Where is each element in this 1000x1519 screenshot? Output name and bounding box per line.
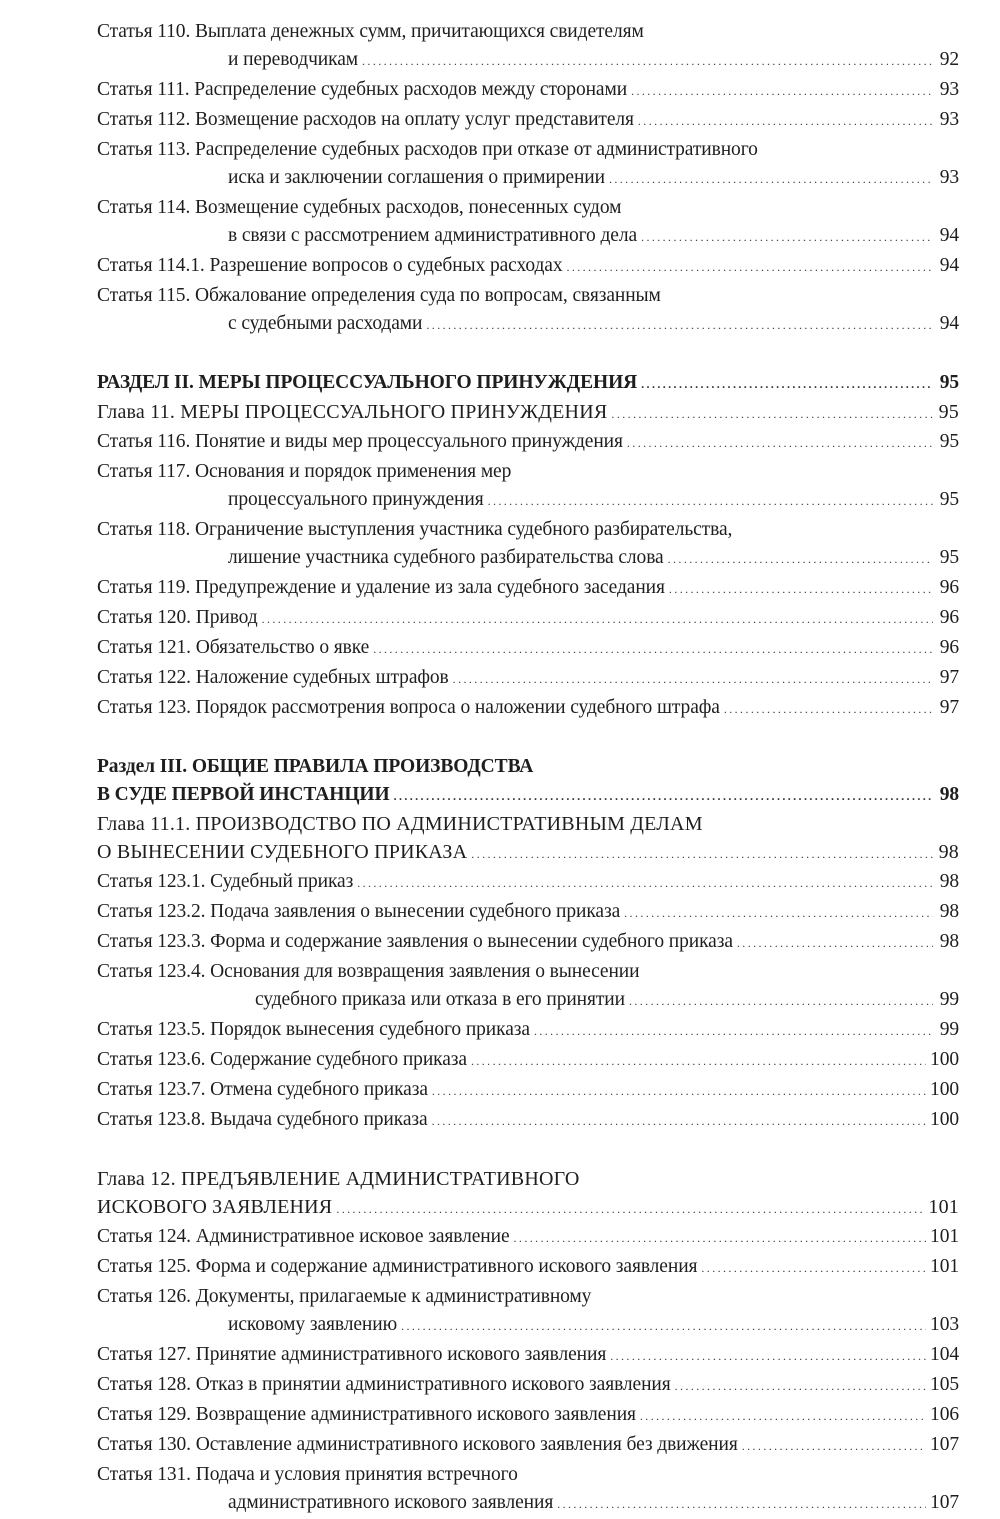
toc-entry-line [97,252,959,281]
dot-leader [514,1224,927,1252]
dot-leader [629,987,933,1015]
toc-entry-line [97,1431,959,1460]
toc-entry-section [97,753,959,810]
dot-leader [641,370,933,398]
toc-entry-chapter [97,398,959,428]
toc-entry-line [97,574,959,603]
toc-entry-article [97,1401,959,1430]
toc-entry-number: Статья 122. [97,667,191,688]
toc-entry-line [97,868,959,897]
toc-entry-number: Статья 123.8. [97,1109,206,1130]
toc-entry-title: Документы, прилагаемые к административному [195,1286,592,1307]
toc-entry-title: Основания для возвращения заявления о вынесении [210,961,640,982]
toc-entry-line [97,1283,959,1311]
toc-entry-title: иска и заключении соглашения о примирении [228,167,605,188]
toc-entry-number: Статья 130. [97,1434,191,1455]
toc-entry-line [97,1046,959,1075]
toc-entry-title: административного искового заявления [228,1492,554,1513]
toc-entry-page-number: 95 [938,401,959,423]
toc-entry-number: Статья 118. [97,519,191,540]
toc-entry-page-number: 100 [930,1079,959,1100]
dot-leader [471,1047,926,1075]
toc-entry-line [97,604,959,633]
dot-leader [610,1342,926,1370]
toc-entry-page-number: 105 [930,1374,959,1395]
dot-leader [624,899,933,927]
toc-entry-title: Основания и порядок применения мер [195,461,512,482]
toc-entry-page-number: 100 [930,1109,959,1130]
toc-entry-line [97,106,959,135]
dot-leader [609,165,933,193]
toc-entry-page-number: 101 [930,1226,959,1247]
toc-entry-page-number: 93 [939,109,959,130]
dot-leader [471,840,933,868]
toc-entry-article [97,282,959,339]
toc-entry-number: РАЗДЕЛ II. [97,372,194,393]
toc-entry-title: Понятие и виды мер процессуального принуждения [195,431,623,452]
toc-entry-page-number: 99 [939,989,959,1010]
toc-entry-section [97,369,959,398]
dot-leader [627,429,933,457]
toc-entry-title: исковому заявлению [228,1314,398,1335]
dot-leader [742,1432,926,1460]
toc-entry-title: Форма и содержание заявления о вынесении судебного приказа [210,931,733,952]
toc-entry-page-number: 95 [939,489,959,510]
toc-entry-title: Привод [195,607,258,628]
toc-entry-number: Статья 124. [97,1226,191,1247]
toc-entry-line [97,1401,959,1430]
toc-entry-number: Статья 112. [97,109,191,130]
toc-entry-number: Статья 125. [97,1256,191,1277]
toc-entry-article [97,1046,959,1075]
toc-entry-line [97,838,959,868]
toc-entry-number: Статья 123. [97,697,191,718]
dot-leader [453,665,933,693]
dot-leader [669,575,933,603]
toc-entry-page-number: 94 [939,313,959,334]
toc-entry-chapter [97,1165,959,1223]
toc-entry-article [97,428,959,457]
toc-entry-number: Статья 116. [97,431,191,452]
dot-leader [432,1077,926,1105]
toc-entry-number: Раздел III. [97,756,188,777]
toc-entry-number: Статья 123.6. [97,1049,206,1070]
toc-entry-page-number: 98 [938,841,959,863]
toc-entry-title: Форма и содержание административного искового заявления [195,1256,698,1277]
toc-entry-number: Статья 121. [97,637,191,658]
toc-entry-line [97,1489,959,1518]
toc-entry-title: О ВЫНЕСЕНИИ СУДЕБНОГО ПРИКАЗА [97,841,468,863]
toc-entry-line [97,810,959,838]
toc-entry-title: Возмещение судебных расходов, понесенных судом [195,197,622,218]
toc-entry-number: Статья 129. [97,1404,191,1425]
dot-leader [557,1490,926,1518]
toc-entry-title: Содержание судебного приказа [210,1049,467,1070]
toc-entry-article [97,1253,959,1282]
toc-entry-number: Статья 128. [97,1374,191,1395]
toc-entry-article [97,1076,959,1105]
toc-entry-article [97,1106,959,1135]
toc-entry-title: лишение участника судебного разбирательства слова [228,547,664,568]
dot-leader [432,1107,926,1135]
dot-leader [534,1017,933,1045]
toc-entry-line [97,1106,959,1135]
toc-entry-article [97,958,959,1015]
toc-entry-line [97,898,959,927]
toc-entry-line [97,46,959,75]
toc-entry-number: Статья 117. [97,461,191,482]
toc-entry-article [97,136,959,193]
toc-entry-page-number: 100 [930,1049,959,1070]
toc-entry-number: Глава 11. [97,401,176,423]
toc-entry-line [97,164,959,193]
toc-entry-line [97,1193,959,1223]
toc-entry-title: Отказ в принятии административного искового заявления [195,1374,671,1395]
toc-entry-page-number: 96 [939,577,959,598]
toc-entry-page-number: 101 [928,1196,959,1218]
toc-entry-number: Статья 123.4. [97,961,206,982]
toc-entry-line [97,76,959,105]
toc-entry-line [97,1223,959,1252]
toc-entry-article [97,18,959,75]
toc-entry-line [97,1016,959,1045]
toc-entry-title: Возмещение расходов на оплату услуг представителя [195,109,634,130]
toc-entry-title: Предупреждение и удаление из зала судебного заседания [195,577,665,598]
dot-leader [737,929,933,957]
toc-entry-title: Возвращение административного искового заявления [195,1404,636,1425]
toc-entry-title: Ограничение выступления участника судебного разбирательства, [195,519,733,540]
toc-entry-number: Статья 123.2. [97,901,206,922]
toc-entry-article [97,516,959,573]
toc-entry-page-number: 106 [930,1404,959,1425]
toc-entry-article [97,1371,959,1400]
dot-leader [262,605,933,633]
toc-entry-article [97,898,959,927]
toc-entry-number: Статья 120. [97,607,191,628]
toc-entry-line [97,458,959,486]
toc-entry-title: ИСКОВОГО ЗАЯВЛЕНИЯ [97,1196,333,1218]
dot-leader [357,869,933,897]
toc-entry-article [97,76,959,105]
toc-entry-page-number: 107 [930,1492,959,1513]
toc-entry-page-number: 93 [939,79,959,100]
toc-entry-line [97,136,959,164]
toc-entry-title: Распределение судебных расходов между сторонами [194,79,628,100]
toc-entry-line [97,928,959,957]
dot-leader [668,545,933,573]
toc-entry-line [97,282,959,310]
toc-entry-title: Административное исковое заявление [195,1226,510,1247]
toc-entry-title: Оставление административного искового заявления без движения [195,1434,738,1455]
dot-leader [638,107,933,135]
toc-entry-line [97,1311,959,1340]
toc-entry-page-number: 96 [939,637,959,658]
toc-entry-title: судебного приказа или отказа в его принятии [255,989,625,1010]
toc-entry-page-number: 92 [939,49,959,70]
toc-entry-chapter [97,810,959,868]
toc-entry-line [97,664,959,693]
toc-entry-title: Принятие административного искового заявления [195,1344,607,1365]
toc-entry-title: Подача и условия принятия встречного [195,1464,518,1485]
toc-entry-article [97,928,959,957]
toc-entry-page-number: 94 [939,225,959,246]
toc-entry-article [97,604,959,633]
toc-entry-title: В СУДЕ ПЕРВОЙ ИНСТАНЦИИ [97,784,390,805]
toc-entry-line [97,310,959,339]
toc-entry-line [97,781,959,810]
dot-leader [401,1312,926,1340]
dot-leader [631,77,933,105]
toc-entry-article [97,574,959,603]
toc-entry-page-number: 98 [939,931,959,952]
toc-entry-number: Статья 114.1. [97,255,205,276]
dot-leader [362,47,933,75]
dot-leader [640,1402,926,1430]
toc-entry-article [97,694,959,723]
dot-leader [488,487,933,515]
toc-entry-article [97,252,959,281]
toc-entry-page-number: 97 [939,667,959,688]
dot-leader [373,635,933,663]
toc-entry-title: ПРЕДЪЯВЛЕНИЕ АДМИНИСТРАТИВНОГО [180,1168,580,1190]
toc-entry-page-number: 95 [939,547,959,568]
toc-entry-line [97,222,959,251]
toc-entry-title: Распределение судебных расходов при отказе от административного [195,139,758,160]
toc-entry-line [97,986,959,1015]
toc-entry-title: Порядок вынесения судебного приказа [210,1019,530,1040]
toc-entry-number: Статья 127. [97,1344,191,1365]
toc-entry-title: Разрешение вопросов о судебных расходах [209,255,563,276]
toc-entry-number: Статья 111. [97,79,190,100]
toc-entry-line [97,398,959,428]
toc-entry-line [97,753,959,781]
toc-entry-title: Судебный приказ [210,871,354,892]
toc-entry-page-number: 98 [939,901,959,922]
toc-entry-line [97,958,959,986]
toc-entry-number: Статья 115. [97,285,191,306]
toc-entry-number: Глава 12. [97,1168,176,1190]
toc-entry-title: ОБЩИЕ ПРАВИЛА ПРОИЗВОДСТВА [191,756,534,777]
toc-entry-page-number: 98 [939,871,959,892]
toc-entry-article [97,1016,959,1045]
toc-entry-line [97,516,959,544]
dot-leader [394,782,933,810]
toc-entry-number: Статья 114. [97,197,191,218]
toc-entry-line [97,1341,959,1370]
toc-entry-line [97,1165,959,1193]
toc-entry-article [97,1341,959,1370]
toc-entry-line [97,486,959,515]
toc-entry-line [97,369,959,398]
toc-entry-article [97,1223,959,1252]
toc-entry-title: процессуального принуждения [228,489,484,510]
toc-entry-line [97,194,959,222]
toc-entry-title: Обязательство о явке [195,637,370,658]
toc-entry-page-number: 103 [930,1314,959,1335]
toc-entry-title: ПРОИЗВОДСТВО ПО АДМИНИСТРАТИВНЫМ ДЕЛАМ [195,813,703,835]
toc-entry-line [97,18,959,46]
toc-entry-title: МЕРЫ ПРОЦЕССУАЛЬНОГО ПРИНУЖДЕНИЯ [198,372,638,393]
toc-entry-article [97,458,959,515]
toc-entry-article [97,194,959,251]
toc-entry-page-number: 98 [939,784,959,805]
toc-entry-title: в связи с рассмотрением административного дела [228,225,638,246]
toc-entry-title: Выплата денежных сумм, причитающихся свидетелям [195,21,644,42]
toc-entry-page-number: 107 [930,1434,959,1455]
dot-leader [336,1195,924,1223]
toc-entry-number: Статья 113. [97,139,191,160]
toc-entry-number: Статья 110. [97,21,191,42]
toc-entry-line [97,694,959,723]
toc-entry-line [97,544,959,573]
toc-entry-number: Статья 119. [97,577,191,598]
toc-entry-title: МЕРЫ ПРОЦЕССУАЛЬНОГО ПРИНУЖДЕНИЯ [180,401,608,423]
toc-entry-page-number: 95 [939,431,959,452]
dot-leader [641,223,933,251]
toc-entry-title: Обжалование определения суда по вопросам, связанным [195,285,661,306]
dot-leader [611,400,933,428]
toc-entry-article [97,106,959,135]
toc-entry-page-number: 96 [939,607,959,628]
toc-entry-number: Статья 123.3. [97,931,206,952]
toc-entry-article [97,664,959,693]
toc-entry-number: Статья 131. [97,1464,191,1485]
toc-entry-number: Статья 126. [97,1286,191,1307]
toc-entry-line [97,428,959,457]
toc-entry-line [97,1371,959,1400]
table-of-contents [97,18,959,1519]
toc-entry-title: Порядок рассмотрения вопроса о наложении судебного штрафа [195,697,720,718]
toc-entry-page-number: 97 [939,697,959,718]
toc-entry-page-number: 94 [939,255,959,276]
toc-entry-page-number: 95 [939,372,959,393]
toc-entry-page-number: 104 [930,1344,959,1365]
toc-entry-number: Статья 123.7. [97,1079,206,1100]
toc-entry-number: Статья 123.5. [97,1019,206,1040]
dot-leader [566,253,933,281]
toc-entry-page-number: 101 [930,1256,959,1277]
toc-entry-article [97,868,959,897]
toc-entry-line [97,1076,959,1105]
toc-entry-line [97,1461,959,1489]
toc-entry-title: Выдача судебного приказа [210,1109,428,1130]
toc-entry-page-number: 93 [939,167,959,188]
toc-entry-title: и переводчикам [228,49,359,70]
toc-entry-title: Подача заявления о вынесении судебного приказа [210,901,621,922]
toc-entry-number: Глава 11.1. [97,813,191,835]
dot-leader [701,1254,926,1282]
toc-entry-page-number: 99 [939,1019,959,1040]
toc-entry-article [97,634,959,663]
toc-entry-title: Отмена судебного приказа [210,1079,428,1100]
toc-entry-number: Статья 123.1. [97,871,206,892]
toc-entry-title: Наложение судебных штрафов [195,667,449,688]
dot-leader [675,1372,926,1400]
toc-entry-line [97,634,959,663]
toc-entry-title: с судебными расходами [228,313,423,334]
toc-entry-article [97,1431,959,1460]
dot-leader [724,695,933,723]
dot-leader [426,311,933,339]
toc-entry-line [97,1253,959,1282]
toc-entry-article [97,1283,959,1340]
